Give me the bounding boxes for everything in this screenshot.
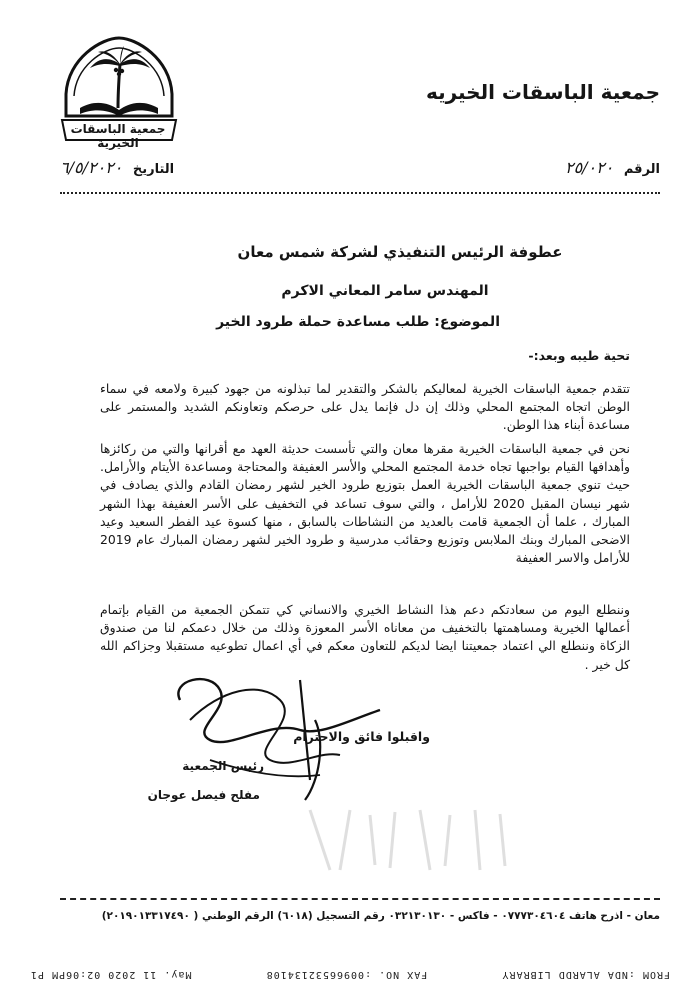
subject-line: الموضوع: طلب مساعدة حملة طرود الخير	[216, 314, 500, 330]
contact-footer: معان - اذرح هاتف ٠٧٧٧٣٠٤٦٠٤ - فاكس - ٠٣٢١٣٠١٣٠ رقم التسجيل (٦٠١٨) الرقم الوطني ( ٢٠١٩٠١٣٣١٧٤٩٠)	[101, 910, 660, 922]
fax-time: May. 11 2020 02:06PM P1	[30, 969, 192, 980]
letter-date	[60, 158, 174, 177]
fax-number: FAX NO. :00966532134108	[265, 969, 428, 980]
signer-name: مفلح فيصل عوجان	[147, 788, 260, 802]
ref-label: الرقم	[623, 162, 660, 177]
greeting: تحية طيبه وبعد:-	[528, 348, 630, 363]
closing-line: واقبلوا فائق والاحترام	[293, 729, 430, 744]
header-divider	[60, 192, 660, 194]
signer-title: رئيس الجمعية	[182, 759, 264, 773]
paragraph-3: وننطلع اليوم من سعادتكم دعم هذا النشاط الخيري والانساني كي تتمكن الجمعية من القيام بإتمام أعمالها الخيرية ومساهمتها بالتخفيف من معاناه الأسر المعوزة وذلك من خلال دعمكم لنا من صندوق الزكاة وننطلع الي اعتماد جمعيتنا ايضا لديكم للتعاون معكم في أي اعمال تطوعيه مستقبلا وجزاكم الله كل خير .	[100, 602, 630, 672]
stamp-watermark	[300, 800, 520, 880]
fax-header-strip	[30, 962, 670, 980]
paragraph-1: تتقدم جمعية الباسقات الخيرية لمعاليكم بالشكر والتقدير لما تبذلونه من جهود كبيرة ولامعه في سماء الوطن اتجاه المجتمع المحلي وذلك إن دل فإنما يدل على حرصكم وتعاونكم الشديد والمستمر على مساعدة أبناء هذا الوطن.	[100, 381, 630, 433]
fax-from: FROM :NDA ALARDD LIBRARY	[501, 969, 670, 980]
paragraph-2: نحن في جمعية الباسقات الخيرية مقرها معان والتي تأسست حديثة العهد مع أقرانها والتي من ركائزها وأهدافها القيام بواجبها تجاه خدمة المجتمع المحلي والأسر العفيفة والمحتاجة ومساعدة الأيتام والأرامل. حيث تنوي جمعية الباسقات الخيرية العمل بتوزيع طرود الخير لشهر رمضان القادم والذي يصادف في شهر نيسان المقبل 2020 للأرامل ، والتي سوف تساعد في التخفيف على الأسر العفيفة بهذا الشهر المبارك ، علما أن الجمعية قامت بالعديد من النشاطات بالسابق ، منها كسوة عيد الفطر السعيد وعيد الاضحى المبارك وبنك الملابس وتوزيع وحقائب مدرسية و طرود الخير لشهر رمضان المبارك عام 2019 للأرامل والاسر العفيفة	[100, 441, 630, 566]
logo-caption: جمعية الباسقات الخيرية	[70, 122, 166, 150]
date-value: ٦/٥/٢٠٢٠	[60, 158, 123, 177]
ref-date-row	[60, 158, 660, 190]
date-label: التاريخ	[132, 162, 175, 177]
reference-number	[565, 158, 660, 177]
org-name-header: جمعية الباسقات الخيريه	[425, 80, 660, 104]
addressee-line: عطوفة الرئيس التنفيذي لشركة شمس معان	[237, 243, 563, 261]
engineer-line: المهندس سامر المعاني الاكرم	[281, 283, 489, 299]
footer-divider	[60, 898, 660, 900]
ref-value: ٢٥/٠٢٠	[564, 158, 614, 177]
